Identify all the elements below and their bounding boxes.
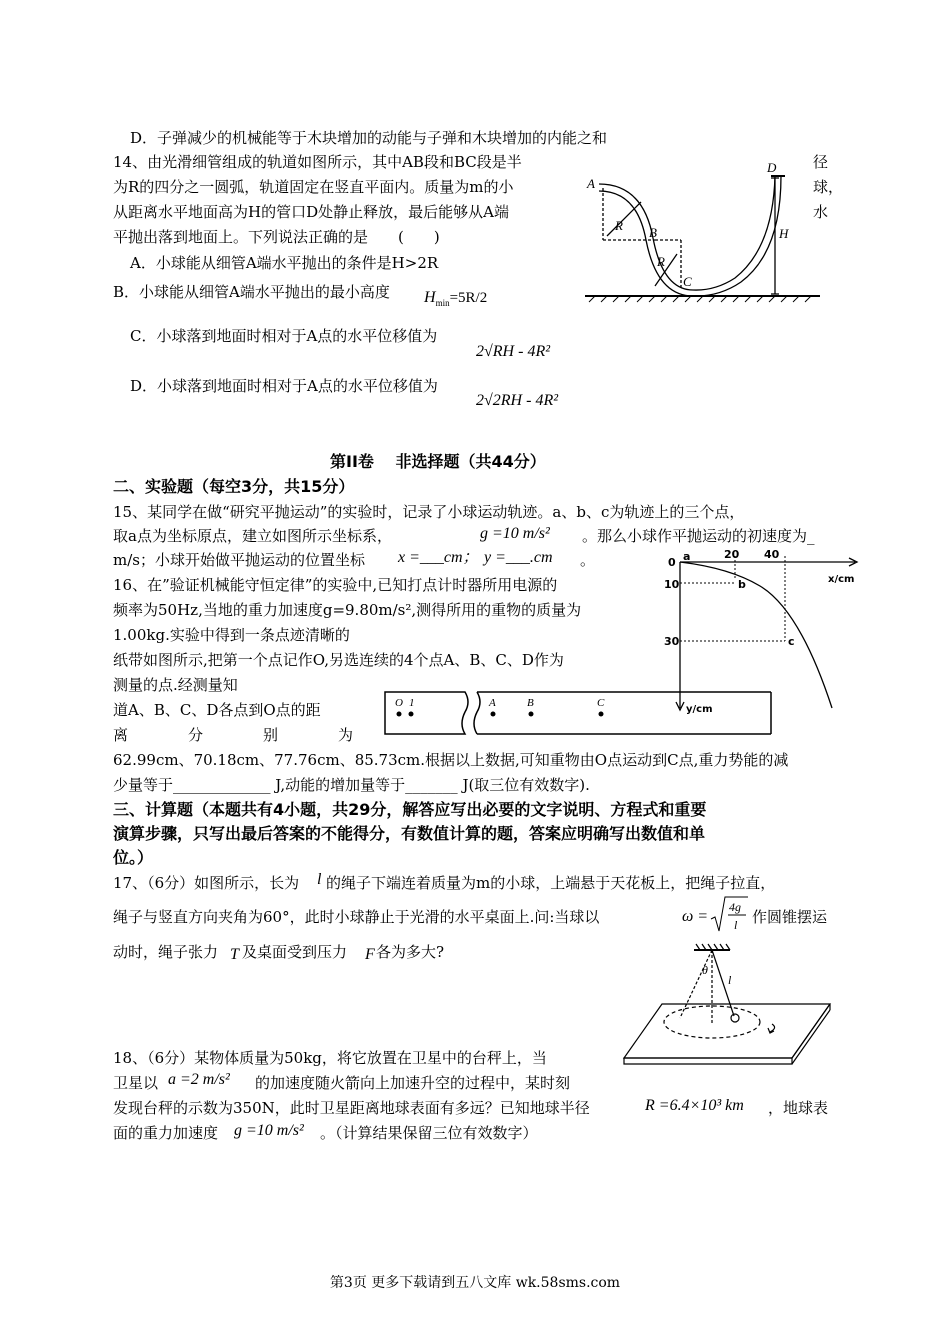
- q15-line2b: 。那么小球作平抛运动的初速度为_: [582, 527, 815, 545]
- frac-denominator: l: [734, 918, 738, 932]
- tick-x-40: 40: [764, 548, 780, 561]
- q17-line2a: 绳子与竖直方向夹角为60°，此时小球静止于光滑的水平桌面上.问:当球以: [113, 908, 600, 926]
- q17-omega-symbol: ω =: [682, 908, 709, 925]
- label-c: C: [683, 274, 692, 289]
- tape-label-1: 1: [409, 697, 415, 709]
- q16-line8: 62.99cm、70.18cm、77.76cm、85.73cm.根据以上数据,可知重物由O点运动到C点,重力势能的减: [113, 751, 789, 769]
- tick-y-30: 30: [664, 635, 680, 648]
- q16-tape-figure: [383, 688, 773, 738]
- q14-line2: 为R的四分之一圆弧，轨道固定在竖直平面内。质量为m的小: [113, 178, 514, 196]
- q17-length-symbol: l: [317, 871, 322, 888]
- label-l: l: [728, 973, 732, 987]
- q16-line4: 纸带如图所示,把第一个点记作O,另选连续的4个点A、B、C、D作为: [113, 651, 564, 669]
- q18-radius-math: R =6.4×10³ km: [645, 1097, 744, 1114]
- q17-line3a: 动时，绳子张力: [113, 943, 219, 961]
- section3-line1: 三、计算题（本题共有4小题，共29分，解答应写出必要的文字说明、方程式和重要: [113, 800, 707, 819]
- tape-label-o: O: [395, 697, 403, 709]
- tape-label-c: C: [597, 697, 605, 709]
- q18-gravity-math: g =10 m/s²: [234, 1122, 304, 1139]
- q14-line1-end: 径: [813, 153, 829, 171]
- q14-option-c: C．小球落到地面时相对于A点的水平位移值为: [130, 327, 438, 345]
- q15-line3a: m/s；小球开始做平抛运动的位置坐标: [113, 551, 365, 569]
- q15-x-blank: x =___cm；: [398, 549, 479, 566]
- q14-line1: 14、由光滑细管组成的轨道如图所示，其中AB段和BC段是半: [113, 153, 522, 171]
- q15-y-blank: y =___.cm: [484, 549, 553, 566]
- q18-accel-math: a =2 m/s²: [168, 1071, 230, 1088]
- q13-option-d: D．子弹减少的机械能等于木块增加的动能与子弹和木块增加的内能之和: [130, 129, 608, 147]
- q14-line3: 从距离水平地面高为H的管口D处静止释放，最后能够从A端: [113, 203, 509, 221]
- q15-line2a: 取a点为坐标原点，建立如图所示坐标系，: [113, 527, 392, 545]
- q14-option-d: D．小球落到地面时相对于A点的水平位移值为: [130, 377, 438, 395]
- page-footer: 第3页 更多下载请到五八文库 wk.58sms.com: [329, 1275, 621, 1291]
- point-b: b: [738, 578, 746, 591]
- label-r1: R: [615, 218, 623, 233]
- y-axis-label: y/cm: [686, 704, 713, 715]
- q14-option-b-math: $H_{min}=5R/2$: [424, 289, 488, 309]
- label-a: A: [587, 176, 595, 191]
- section3-line2: 演算步骤，只写出最后答案的不能得分，有数值计算的题，答案应明确写出数值和单: [113, 824, 706, 843]
- point-c: c: [788, 635, 795, 648]
- label-d: D: [767, 160, 777, 175]
- section2-heading: 二、实验题（每空3分，共15分）: [113, 477, 355, 496]
- x-axis-label: x/cm: [828, 574, 855, 585]
- q18-line4a: 面的重力加速度: [113, 1124, 219, 1142]
- tape-label-a: A: [489, 697, 496, 709]
- q14-option-c-math: 2√RH - 4R²: [476, 343, 551, 360]
- q17-pendulum-figure: [622, 940, 832, 1070]
- q18-line4b: 。（计算结果保留三位有效数字）: [320, 1124, 538, 1142]
- q17-line2b: 作圆锥摆运: [752, 908, 828, 926]
- q14-option-a: A．小球能从细管A端水平抛出的条件是H>2R: [130, 254, 439, 272]
- q17-line1a: 17、（6分）如图所示，长为: [113, 874, 300, 892]
- q18-line2b: 的加速度随火箭向上加速升空的过程中，某时刻: [255, 1074, 571, 1092]
- q14-track-figure: [585, 158, 820, 303]
- q16-line7: 离 分 别 为: [113, 726, 354, 744]
- q14-option-d-math: 2√2RH - 4R²: [476, 392, 559, 409]
- frac-numerator: 4g: [729, 900, 741, 914]
- label-theta: θ: [702, 963, 708, 977]
- q16-line9: 少量等于_____________ J,动能的增加量等于_______ J(取三位有效数字).: [113, 776, 590, 794]
- q14-line4: 平抛出落到地面上。下列说法正确的是 ( ): [113, 228, 440, 246]
- q17-line3c: 各为多大?: [376, 943, 445, 961]
- q16-line2: 频率为50Hz,当地的重力加速度g=9.80m/s²,测得所用的重物的质量为: [113, 601, 582, 619]
- q17-line3b: 及桌面受到压力: [242, 943, 348, 961]
- q18-line3a: 发现台秤的示数为350N，此时卫星距离地球表面有多远？已知地球半径: [113, 1099, 590, 1117]
- q15-gravity-math: g =10 m/s²: [480, 525, 550, 542]
- q15-line1: 15、某同学在做“研究平抛运动”的实验时，记录了小球运动轨迹。a、b、c为轨迹上的三个点，: [113, 503, 745, 521]
- q18-line1: 18、（6分）某物体质量为50kg，将它放置在卫星中的台秤上，当: [113, 1049, 547, 1067]
- q16-line3: 1.00kg.实验中得到一条点迹清晰的: [113, 626, 350, 644]
- q17-force-symbol: F: [365, 946, 375, 963]
- tick-y-10: 10: [664, 578, 680, 591]
- q17-line1b: 的绳子下端连着质量为m的小球，上端悬于天花板上，把绳子拉直，: [326, 874, 776, 892]
- q14-option-b: B．小球能从细管A端水平抛出的最小高度: [113, 283, 390, 301]
- q15-line3-end: 。: [580, 551, 596, 569]
- tape-label-b: B: [527, 697, 534, 709]
- q18-line3b: ，地球表: [768, 1099, 829, 1117]
- label-b: B: [649, 225, 657, 240]
- q14-line3-end: 水: [813, 203, 829, 221]
- q16-line5: 测量的点.经测量知: [113, 676, 238, 694]
- section3-line3: 位。）: [113, 848, 154, 867]
- point-a: a: [683, 550, 691, 563]
- q16-line6: 道A、B、C、D各点到O点的距: [113, 701, 321, 719]
- tick-x-20: 20: [724, 548, 740, 561]
- q17-tension-symbol: T: [230, 946, 239, 963]
- label-r2: R: [657, 254, 665, 269]
- axis-origin: 0: [668, 556, 676, 569]
- q14-line2-end: 球，: [813, 178, 844, 196]
- label-h: H: [779, 226, 789, 241]
- part2-heading: 第II卷 非选择题（共44分）: [330, 452, 546, 471]
- q18-line2a: 卫星以: [113, 1074, 159, 1092]
- q16-line1: 16、在”验证机械能守恒定律”的实验中,已知打点计时器所用电源的: [113, 576, 558, 594]
- q17-sqrt-figure: [710, 895, 750, 935]
